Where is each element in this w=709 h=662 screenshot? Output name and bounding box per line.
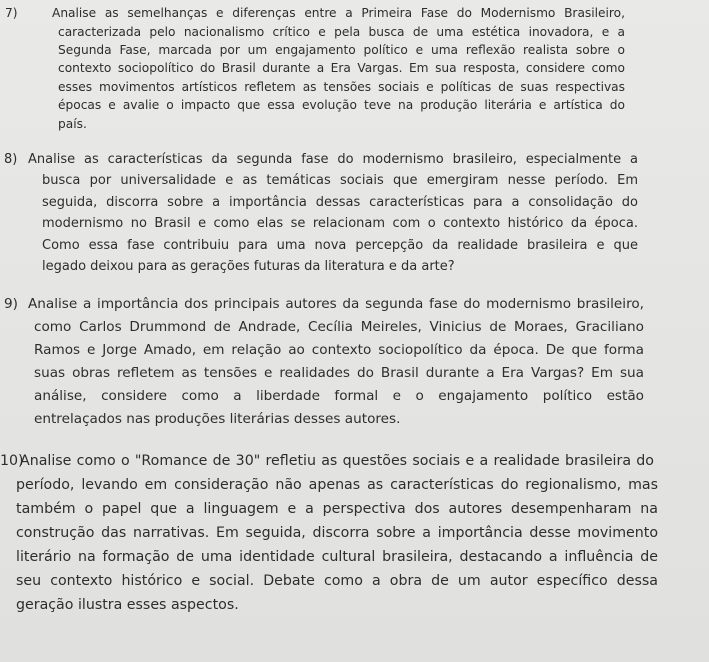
- question-text-line: contexto sociopolítico do Brasil durante a Era Vargas. Em sua resposta, considere como: [58, 61, 625, 75]
- question-text-line: Analise como o "Romance de 30" refletiu as questões sociais e a realidade brasileira do: [20, 453, 654, 469]
- question-text-line: busca por universalidade e as temáticas sociais que emergiram nesse período. Em: [42, 173, 638, 188]
- question-text-line: seu contexto histórico e social. Debate como a obra de um autor específico dessa: [16, 573, 658, 589]
- question-text-line: esses movimentos artísticos refletem as tensões sociais e políticas de suas respectivas: [58, 80, 625, 94]
- question-text-line: épocas e avalie o impacto que essa evolução teve na produção literária e artística do: [58, 98, 625, 112]
- question-text-line: Analise as semelhanças e diferenças entre a Primeira Fase do Modernismo Brasileiro,: [52, 6, 625, 20]
- question-text-line: modernismo no Brasil e como elas se relacionam com o contexto histórico da época.: [42, 216, 638, 231]
- question-text-line: país.: [58, 117, 87, 131]
- question-text-line: Analise as características da segunda fase do modernismo brasileiro, especialmente a: [28, 152, 638, 167]
- question-text-line: Segunda Fase, marcada por um engajamento político e uma reflexão realista sobre o: [58, 43, 625, 57]
- question-text-line: entrelaçados nas produções literárias desses autores.: [34, 411, 401, 427]
- question-text-line: literário na formação de uma identidade cultural brasileira, destacando a influência de: [16, 549, 658, 565]
- question-text-line: período, levando em consideração não apenas as características do regionalismo, mas: [16, 477, 658, 493]
- question-text-line: suas obras refletem as tensões e realidades do Brasil durante a Era Vargas? Em sua: [34, 365, 644, 381]
- question-text-line: Como essa fase contribuiu para uma nova percepção da realidade brasileira e que: [42, 238, 638, 253]
- question-text-line: geração ilustra esses aspectos.: [16, 597, 239, 613]
- question-number: 7): [5, 6, 18, 20]
- question-number: 8): [4, 152, 18, 167]
- question-8: [0, 140, 709, 280]
- question-text-line: seguida, discorra sobre a importância dessas características para a consolidação do: [42, 195, 638, 210]
- question-10: [0, 445, 709, 662]
- question-text-line: Analise a importância dos principais autores da segunda fase do modernismo brasileiro,: [28, 296, 644, 312]
- question-number: 9): [4, 296, 18, 312]
- question-number: 10): [0, 453, 24, 469]
- question-text-line: também o papel que a linguagem e a perspectiva dos autores desempenharam na: [16, 501, 658, 517]
- question-9: [0, 290, 709, 440]
- question-text-line: legado deixou para as gerações futuras da literatura e da arte?: [42, 259, 455, 274]
- question-text-line: Ramos e Jorge Amado, em relação ao contexto sociopolítico da época. De que forma: [34, 342, 644, 358]
- question-7: [0, 0, 709, 140]
- question-text-line: caracterizada pelo nacionalismo crítico e pela busca de uma estética inovadora, e a: [58, 25, 625, 39]
- question-text-line: construção das narrativas. Em seguida, discorra sobre a importância desse movimento: [16, 525, 658, 541]
- question-text-line: análise, considere como a liberdade formal e o engajamento político estão: [34, 388, 644, 404]
- question-text-line: como Carlos Drummond de Andrade, Cecília Meireles, Vinicius de Moraes, Graciliano: [34, 319, 644, 335]
